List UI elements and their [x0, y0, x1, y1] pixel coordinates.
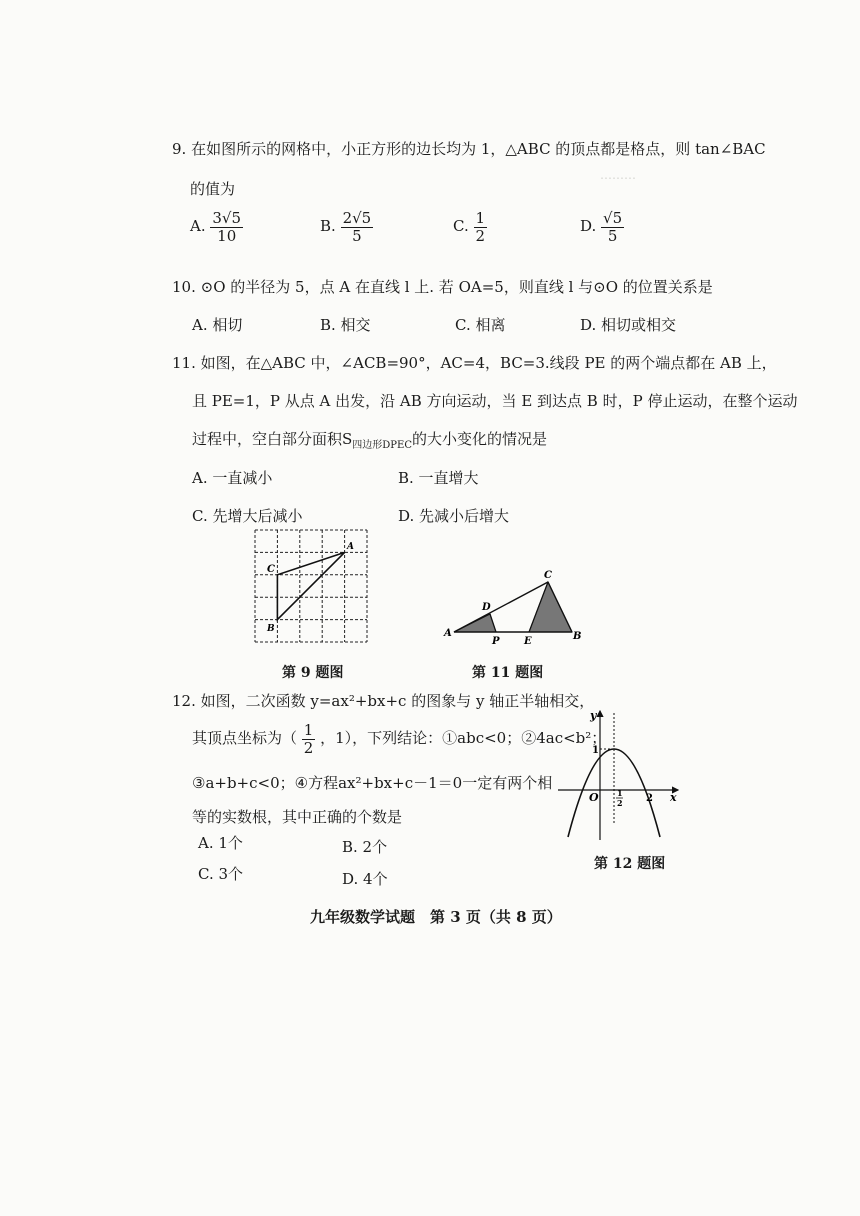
- q12-line1: 12. 如图，二次函数 y=ax²+bx+c 的图象与 y 轴正半轴相交，: [172, 692, 595, 710]
- q12-line2-pre: 其顶点坐标为（: [192, 729, 298, 747]
- fraction-numerator: 3√5: [212, 209, 242, 227]
- option-letter: C.: [453, 217, 469, 235]
- axis-label-y: y: [590, 709, 597, 722]
- figure-12-parabola: [550, 705, 685, 845]
- shaded-region-right: [529, 582, 572, 632]
- q10-option-a[interactable]: A. 相切: [192, 316, 243, 334]
- q10-line1: 10. ⊙O 的半径为 5，点 A 在直线 l 上. 若 OA=5，则直线 l 与⊙O 的位置关系是: [172, 278, 713, 296]
- triangle-abc: [277, 552, 344, 619]
- q9-line2: 的值为: [190, 180, 236, 198]
- fraction-denominator: 2: [475, 226, 486, 245]
- option-fraction: [601, 210, 624, 244]
- tick-label-half-num: 1: [617, 788, 623, 798]
- axis-label-x: x: [670, 791, 677, 804]
- q11-line3-post: 的大小变化的情况是: [411, 430, 547, 448]
- vertex-x-fraction: [302, 722, 316, 756]
- q11-line2: 且 PE=1，P 从点 A 出发，沿 AB 方向运动，当 E 到达点 B 时，P 停止运动，在整个运动: [192, 392, 798, 410]
- option-letter: A.: [190, 217, 206, 235]
- figure-11-caption: 第 11 题图: [472, 665, 544, 681]
- fraction-numerator: 1: [475, 209, 486, 227]
- q11-option-d[interactable]: D. 先减小后增大: [398, 507, 510, 525]
- tick-label-two: 2: [646, 793, 653, 804]
- q12-line3: ③a+b+c<0；④方程ax²+bx+c－1＝0一定有两个相: [192, 774, 553, 792]
- q9-option-a[interactable]: [190, 210, 243, 244]
- figure-9-caption: 第 9 题图: [282, 665, 344, 681]
- q12-line2-post: ，1），下列结论：①abc<0；②4ac<b²；: [320, 729, 607, 747]
- option-letter: D.: [580, 217, 597, 235]
- option-fraction: [474, 210, 488, 244]
- q9-option-c[interactable]: [453, 210, 487, 244]
- q11-line3: [192, 428, 547, 451]
- fraction-denominator: 2: [303, 738, 314, 757]
- q11-option-a[interactable]: A. 一直减小: [192, 469, 273, 487]
- page-footer: 九年级数学试题 第 3 页（共 8 页）: [310, 908, 562, 926]
- q9-option-d[interactable]: [580, 210, 624, 244]
- q10-option-c[interactable]: C. 相离: [455, 316, 506, 334]
- q12-option-c[interactable]: C. 3个: [198, 865, 244, 883]
- vertex-label-a: A: [347, 542, 354, 552]
- option-fraction: [210, 210, 243, 244]
- fraction-numerator: 2√5: [342, 209, 372, 227]
- option-letter: B.: [320, 217, 336, 235]
- q11-option-b[interactable]: B. 一直增大: [398, 469, 479, 487]
- q12-line4: 等的实数根，其中正确的个数是: [192, 808, 403, 826]
- figure-9-grid: [250, 525, 375, 655]
- q10-option-d[interactable]: D. 相切或相交: [580, 316, 677, 334]
- q11-line1: 11. 如图，在△ABC 中，∠ACB=90°，AC=4，BC=3.线段 PE 的两个端点都在 AB 上，: [172, 354, 777, 372]
- q12-line2: [192, 722, 606, 756]
- q10-option-b[interactable]: B. 相交: [320, 316, 371, 334]
- fraction-denominator: 5: [352, 226, 362, 245]
- fraction-numerator: 1: [303, 721, 314, 739]
- q12-option-d[interactable]: D. 4个: [342, 870, 388, 888]
- option-fraction: [341, 210, 374, 244]
- origin-label: O: [589, 791, 599, 804]
- q9-line1: 9. 在如图所示的网格中，小正方形的边长均为 1，△ABC 的顶点都是格点，则 tan∠BAC: [172, 140, 766, 158]
- q11-line3-sub: 四边形DPEC: [352, 440, 412, 451]
- q12-option-b[interactable]: B. 2个: [342, 838, 388, 856]
- vertex-label-c: C: [544, 570, 552, 581]
- tick-label-one: 1: [592, 745, 599, 756]
- fraction-numerator: √5: [603, 209, 623, 227]
- vertex-label-c: C: [267, 564, 275, 575]
- vertex-label-a: A: [444, 628, 452, 639]
- q11-line3-pre: 过程中，空白部分面积S: [192, 430, 353, 448]
- point-label-e: E: [524, 636, 532, 647]
- point-label-d: D: [482, 602, 491, 613]
- q11-option-c[interactable]: C. 先增大后减小: [192, 507, 303, 525]
- vertex-label-b: B: [267, 624, 275, 634]
- vertex-label-b: B: [573, 631, 582, 642]
- q12-option-a[interactable]: A. 1个: [198, 834, 243, 852]
- fraction-denominator: 5: [607, 226, 618, 245]
- figure-12-caption: 第 12 题图: [594, 856, 666, 872]
- figure-11-triangle: [440, 562, 590, 647]
- bleed-through-text: ………: [600, 168, 636, 182]
- tick-label-half-den: 2: [617, 798, 623, 808]
- q9-option-b[interactable]: [320, 210, 373, 244]
- point-label-p: P: [492, 636, 500, 647]
- fraction-denominator: 10: [217, 226, 237, 245]
